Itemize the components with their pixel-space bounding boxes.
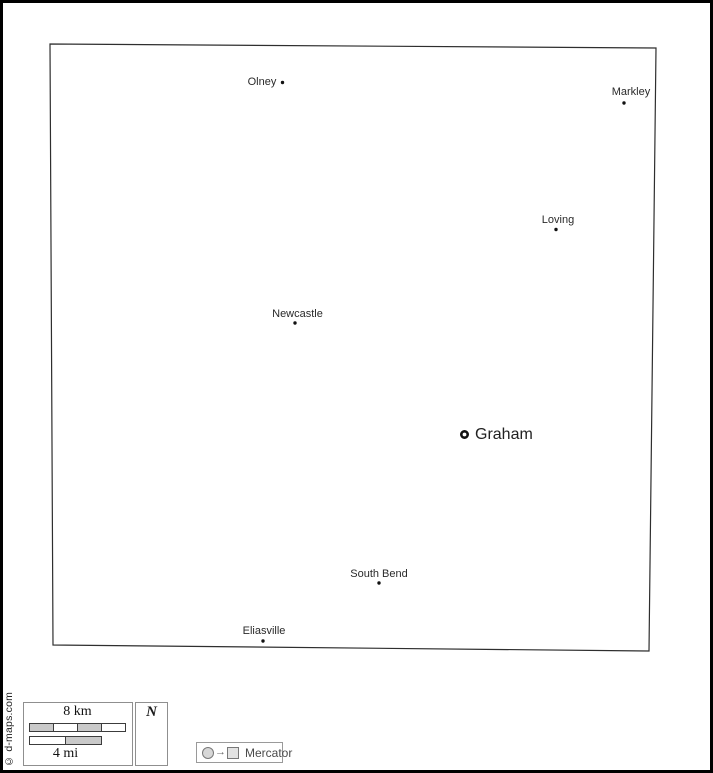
projection-plane-icon	[227, 747, 239, 759]
scale-km-segment	[53, 724, 77, 731]
town-label-south-bend: South Bend	[350, 567, 408, 580]
town-label-eliasville: Eliasville	[242, 624, 286, 637]
scale-km-segment	[30, 724, 53, 731]
scale-mi-label: 4 mi	[52, 746, 79, 761]
scale-km-label: 8 km	[63, 704, 92, 719]
town-label-markley: Markley	[611, 85, 651, 98]
projection-arrow-icon: →	[215, 746, 226, 758]
scale-mi-segment	[30, 737, 65, 744]
town-dot-markley	[622, 101, 625, 104]
town-dot-south-bend	[377, 581, 380, 584]
scale-mi-segment	[65, 737, 101, 744]
town-dot-olney	[281, 81, 284, 84]
north-label: N	[146, 704, 157, 720]
projection-sphere-icon	[202, 747, 214, 759]
town-label-loving: Loving	[541, 213, 575, 226]
town-label-newcastle: Newcastle	[272, 308, 323, 320]
projection-label: Mercator	[245, 745, 293, 760]
county-boundary-outline	[50, 44, 656, 651]
city-label-graham: Graham	[475, 425, 533, 443]
town-dot-eliasville	[261, 639, 264, 642]
town-dot-newcastle	[293, 321, 296, 324]
city-marker-graham	[461, 431, 467, 437]
scale-km-segment	[77, 724, 101, 731]
scale-bar-mi	[29, 736, 102, 745]
scale-km-segment	[101, 724, 125, 731]
copyright-credit: © d-maps.com	[3, 691, 15, 767]
scale-bar-km	[29, 723, 126, 732]
town-dot-loving	[554, 228, 557, 231]
town-label-olney: Olney	[247, 76, 277, 88]
projection-legend-box	[196, 742, 293, 763]
